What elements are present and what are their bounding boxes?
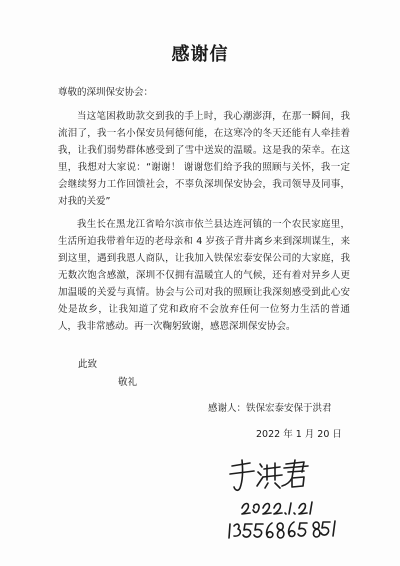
signature-graphic bbox=[222, 452, 342, 547]
letter-paragraph: 当这笔困救助款交到我的手上时，我心潮澎湃，在那一瞬间，我流泪了，我一名小保安员何德何能，在这寒冷的冬天还能有人牵挂着我，让我们弱势群体感受到了雪中送炭的温暖。这是我的荣幸。在这里，我想对大家说：“谢谢！ 谢谢您们给予我的照顾与关怀，我一定会继续努力工作回馈社会，不辜负深圳保安协会，我司领导及同事，对我的关爱” bbox=[58, 111, 350, 207]
closing-salutation: 此致 bbox=[78, 359, 98, 370]
closing-regards: 敬礼 bbox=[118, 377, 138, 388]
letter-title: 感谢信 bbox=[171, 44, 229, 65]
thanks-from: 感谢人：铁保宏泰安保于洪君 bbox=[208, 403, 332, 414]
handwritten-signature bbox=[222, 452, 342, 547]
letter-paragraph: 我生长在黑龙江省哈尔滨市依兰县达连河镇的一个农民家庭里，生活所迫我带着年迈的老母亲和 4 岁孩子背井离乡来到深圳谋生，来到这里，遇到我恩人商队，让我加入铁保宏泰安保公司的大家庭，我无数次饱含感激，深圳不仅拥有温暖宜人的气候，还有着对异乡人更加温暖的关爱与真情。协会与公司对我的照顾让我深刻感受到此心安处是故乡，让我知道了党和政府不会放弃任何一位努力生活的普通人，我非常感动。再一次鞠躬致谢，感恩深圳保安协会。 bbox=[58, 219, 350, 332]
letter-date: 2022 年 1 月 20 日 bbox=[256, 429, 342, 440]
letter-greeting: 尊敬的深圳保安协会： bbox=[58, 87, 154, 98]
letter-body bbox=[58, 108, 350, 341]
